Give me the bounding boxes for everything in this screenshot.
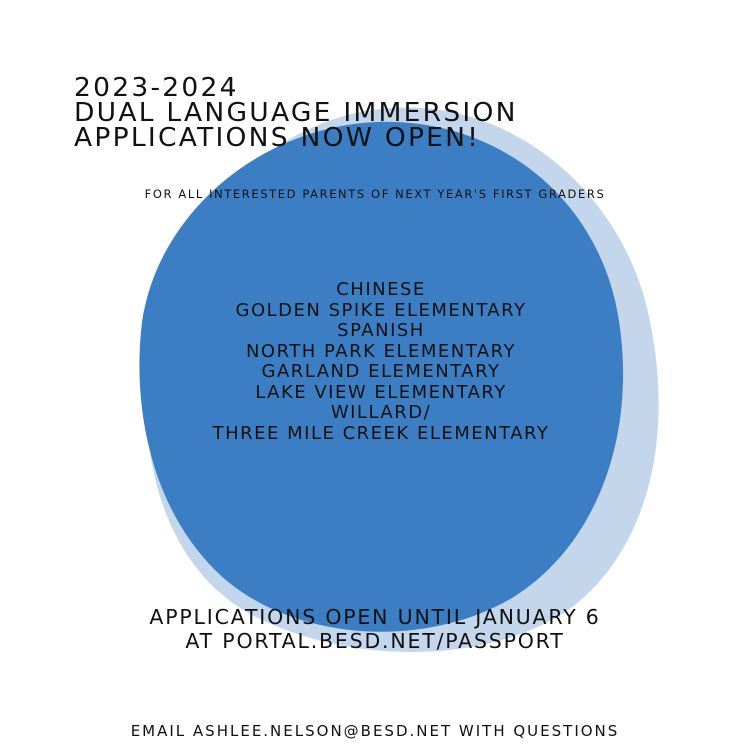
program-line: SPANISH <box>337 320 425 341</box>
programs-list <box>0 280 750 444</box>
program-line: WILLARD/ <box>330 402 432 423</box>
audience-subtitle: FOR ALL INTERESTED PARENTS OF NEXT YEAR'S FIRST GRADERS <box>144 187 606 201</box>
program-line: NORTH PARK ELEMENTARY <box>245 340 517 362</box>
program-line: CHINESE <box>336 279 426 300</box>
headline <box>74 73 518 153</box>
deadline-line-1: APPLICATIONS OPEN UNTIL JANUARY 6 <box>149 605 601 629</box>
headline-program: DUAL LANGUAGE IMMERSION <box>74 98 518 128</box>
program-line: GOLDEN SPIKE ELEMENTARY <box>235 299 527 321</box>
contact-line: EMAIL ASHLEE.NELSON@BESD.NET WITH QUESTIONS <box>130 722 620 740</box>
headline-year: 2023-2024 <box>74 73 239 103</box>
headline-status: APPLICATIONS NOW OPEN! <box>74 123 481 153</box>
program-line: LAKE VIEW ELEMENTARY <box>255 381 507 403</box>
deadline-line-2: AT PORTAL.BESD.NET/PASSPORT <box>185 629 565 653</box>
deadline-block <box>0 605 750 653</box>
program-line: GARLAND ELEMENTARY <box>261 361 501 382</box>
program-line: THREE MILE CREEK ELEMENTARY <box>212 422 550 444</box>
